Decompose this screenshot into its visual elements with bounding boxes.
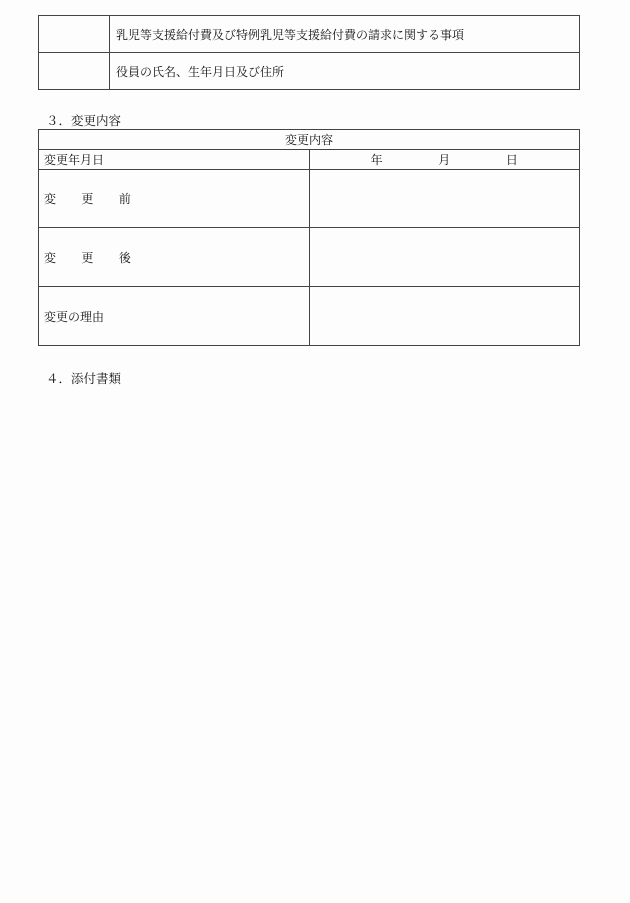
table-header-row [39,130,580,150]
reason-value-cell[interactable] [309,287,580,346]
day-unit: 日 [505,153,518,167]
before-label-text: 変 更 前 [44,192,142,206]
before-value-cell[interactable] [309,170,580,228]
after-label-text: 変 更 後 [44,250,142,265]
date-value-cell[interactable] [309,150,580,170]
section-4-heading: ４．添付書類 [46,371,122,386]
date-label: 変更年月日 [39,150,310,170]
prior-items-table [38,15,580,90]
change-details-table [38,129,580,346]
before-row [39,170,580,228]
row-text-cell: 乳児等支援給付費及び特例乳児等支援給付費の請求に関する事項 [110,16,580,53]
reason-row [39,287,580,346]
row-text-cell: 役員の氏名、生年月日及び住所 [110,53,580,90]
table-row [39,53,580,90]
after-row [39,228,580,287]
date-row [39,150,580,170]
row-label-cell [39,16,110,53]
before-label [39,170,310,228]
after-value-cell[interactable] [309,228,580,287]
table-row [39,16,580,53]
year-unit: 年 [370,153,383,167]
after-label [39,228,310,287]
table-header-cell: 変更内容 [39,130,580,150]
reason-label: 変更の理由 [39,287,310,346]
row-label-cell [39,53,110,90]
month-unit: 月 [438,153,451,167]
section-3-heading: ３．変更内容 [46,113,122,128]
